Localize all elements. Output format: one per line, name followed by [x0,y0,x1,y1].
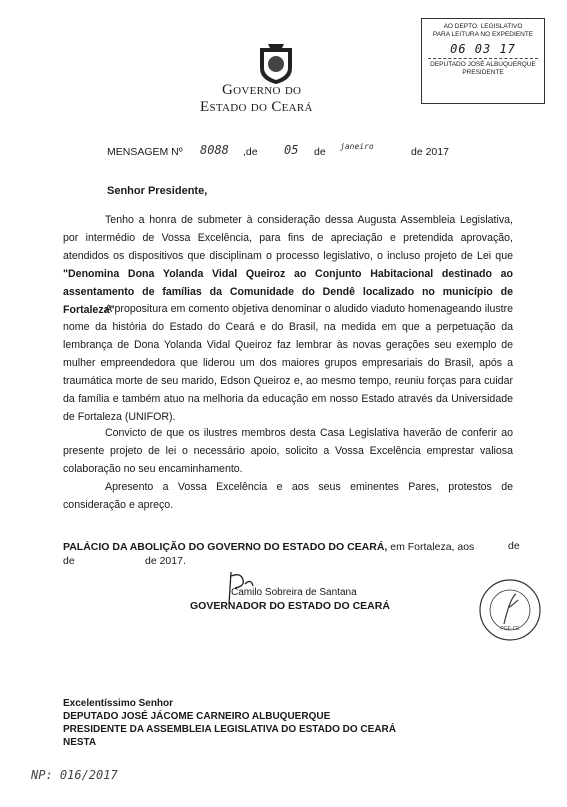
stamp-line2: PARA LEITURA NO EXPEDIENTE [432,31,534,38]
svg-text:PGE-CE: PGE-CE [500,626,520,632]
message-de2: de [314,146,326,158]
stamp-role: PRESIDENTE [462,69,504,76]
paragraph-4: Apresento a Vossa Excelência e aos seus eminentes Pares, protestos de consideração e apreço. [63,481,513,511]
header-estado: Estado do Ceará [200,99,313,115]
closing-line [63,540,523,555]
paragraph-3: Convicto de que os ilustres membros desta Casa Legislativa haverão de conferir ao presente projeto de lei o necessário apoio, solicito a Vossa Excelência emprestar valiosa colaboração no seu encaminhamento. [63,427,513,475]
stamp-line1: AO DEPTO. LEGISLATIVO [443,23,523,30]
addr-nesta: NESTA [63,737,97,748]
signatory-title: GOVERNADOR DO ESTADO DO CEARÁ [190,600,390,612]
stamp-signatory: DEPUTADO JOSÉ ALBUQUERQUE [430,61,536,68]
closing-city: em Fortaleza, aos [387,541,475,553]
state-crest-icon [256,42,296,86]
paragraph-2: A propositura em comento objetiva denominar o aludido viaduto homenageando ilustre nome da história do Estado do Ceará e do Brasil, na medida em que a perpetuação da lembrança de Dona Yolanda Vidal Queiroz faz lembrar às novas gerações seu exemplo de mulher empreendedora que liderou um dos maiores grupos empresariais do Brasil, após a traumática morte de seu marido, Edson Queiroz e, ao mesmo tempo, reuniu forças para cuidar da família e também atuo na melhoria da educação em nosso Estado através da Universidade de Fortaleza (UNIFOR). [63,303,513,423]
greeting: Senhor Presidente, [107,185,208,197]
protocol-number: NP: 016/2017 [31,768,118,782]
header-governo: Governo do [222,82,302,98]
addr-role: PRESIDENTE DA ASSEMBLEIA LEGISLATIVA DO ESTADO DO CEARÁ [63,724,396,735]
message-de1: ,de [243,146,258,158]
bill-title: "Denomina Dona Yolanda Vidal Queiroz ao Conjunto Habitacional destinado ao assentamento de famílias da Comunidade do Dendê localizado no município de Fortaleza" [63,268,513,316]
message-day: 05 [284,143,299,157]
palace-name: PALÁCIO DA ABOLIÇÃO DO GOVERNO DO ESTADO DO CEARÁ, [63,541,388,553]
addr-salutation: Excelentíssimo Senhor [63,698,174,709]
message-number: 8088 [200,143,229,157]
signatory-name: Camilo Sobreira de Santana [231,587,357,598]
legislative-stamp [421,18,545,104]
message-label: MENSAGEM Nº [107,146,183,158]
paragraph-1-text: Tenho a honra de submeter à consideração dessa Augusta Assembleia Legislativa, por intermédio de Vossa Excelência, para fins de apreciação e pretendida aprovação, atendidos os dispositivos que disciplinam o processo legislativo, o incluso projeto de Lei que [63,214,513,262]
closing-de-a: de [508,540,520,552]
message-year: de 2017 [411,146,449,158]
stamp-date: 06 03 17 [450,42,516,56]
closing-year: de 2017. [145,555,186,567]
pge-seal-icon [478,578,542,642]
closing-de-b: de [63,555,75,567]
addr-name: DEPUTADO JOSÉ JÁCOME CARNEIRO ALBUQUERQUE [63,711,331,722]
stamp-divider [428,58,538,59]
message-month: janeiro [340,142,374,151]
